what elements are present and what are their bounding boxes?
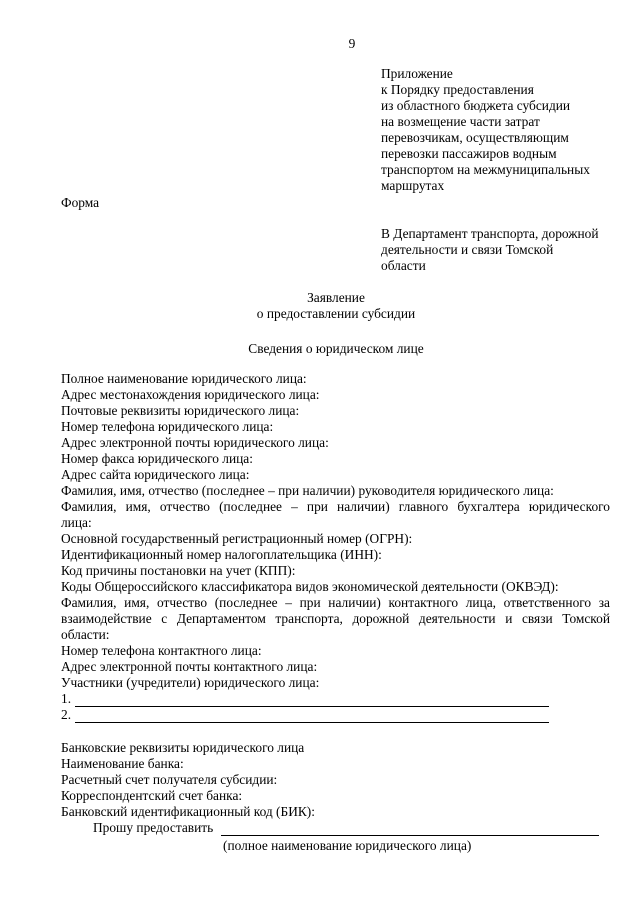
form-label: Форма [61, 195, 100, 210]
addressee-block [381, 226, 621, 274]
field-kpp: Код причины постановки на учет (КПП): [61, 563, 296, 578]
founder-number: 2. [61, 707, 72, 722]
document-title [0, 290, 640, 322]
field-website: Адрес сайта юридического лица: [61, 467, 250, 482]
field-ogrn: Основной государственный регистрационный номер (ОГРН): [61, 531, 413, 546]
field-postal: Почтовые реквизиты юридического лица: [61, 403, 300, 418]
field-head-name: Фамилия, имя, отчество (последнее – при наличии) руководителя юридического лица: [61, 483, 554, 498]
section-title-text: Сведения о юридическом лице [248, 341, 424, 356]
request-hint: (полное наименование юридического лица) [223, 838, 472, 853]
appendix-line: перевозчикам, осуществляющим [381, 130, 569, 145]
bank-heading: Банковские реквизиты юридического лица [61, 740, 305, 755]
founder-row-2 [61, 707, 610, 723]
field-contact-line-2: взаимодействие с Департаментом транспорта, дорожной деятельности и связи Томской [61, 611, 610, 626]
addressee-line: области [381, 258, 426, 273]
field-accountant-line-1: Фамилия, имя, отчество (последнее – при наличии) главного бухгалтера юридического [61, 499, 610, 514]
field-okved: Коды Общероссийского классификатора видов экономической деятельности (ОКВЭД): [61, 579, 559, 594]
field-contact-phone: Номер телефона контактного лица: [61, 643, 262, 658]
appendix-line: из областного бюджета субсидии [381, 98, 571, 113]
title-line-2: о предоставлении субсидии [256, 306, 416, 321]
field-account: Расчетный счет получателя субсидии: [61, 772, 278, 787]
field-contact-email: Адрес электронной почты контактного лица: [61, 659, 318, 674]
field-bik: Банковский идентификационный код (БИК): [61, 804, 315, 819]
founder-1-blank-line[interactable] [75, 694, 549, 707]
field-bank-name: Наименование банка: [61, 756, 184, 771]
page-number: 9 [348, 36, 356, 51]
appendix-line: на возмещение части затрат [381, 114, 540, 129]
request-row [93, 820, 599, 836]
field-phone: Номер телефона юридического лица: [61, 419, 274, 434]
field-email: Адрес электронной почты юридического лица: [61, 435, 329, 450]
field-corr-account: Корреспондентский счет банка: [61, 788, 243, 803]
field-inn: Идентификационный номер налогоплательщика (ИНН): [61, 547, 382, 562]
appendix-line: маршрутах [381, 178, 445, 193]
appendix-line: перевозки пассажиров водным [381, 146, 557, 161]
legal-entity-fields [61, 371, 610, 723]
appendix-line: к Порядку предоставления [381, 82, 534, 97]
entity-name-blank-line[interactable] [221, 823, 599, 836]
field-accountant-line-2: лица: [61, 515, 92, 530]
appendix-line: Приложение [381, 66, 453, 81]
addressee-line: деятельности и связи Томской [381, 242, 554, 257]
founder-2-blank-line[interactable] [75, 710, 549, 723]
appendix-block [381, 66, 621, 194]
appendix-line: транспортом на межмуниципальных [381, 162, 590, 177]
field-address: Адрес местонахождения юридического лица: [61, 387, 320, 402]
section-title [0, 341, 640, 357]
field-contact-line-1: Фамилия, имя, отчество (последнее – при наличии) контактного лица, ответственного за [61, 595, 610, 610]
field-contact-line-3: области: [61, 627, 110, 642]
bank-details [61, 740, 610, 820]
field-full-name: Полное наименование юридического лица: [61, 371, 307, 386]
field-fax: Номер факса юридического лица: [61, 451, 253, 466]
title-line-1: Заявление [307, 290, 365, 305]
addressee-line: В Департамент транспорта, дорожной [381, 226, 599, 241]
founder-row-1 [61, 691, 610, 707]
request-label: Прошу предоставить [93, 820, 214, 835]
founder-number: 1. [61, 691, 72, 706]
field-founders: Участники (учредители) юридического лица: [61, 675, 320, 690]
